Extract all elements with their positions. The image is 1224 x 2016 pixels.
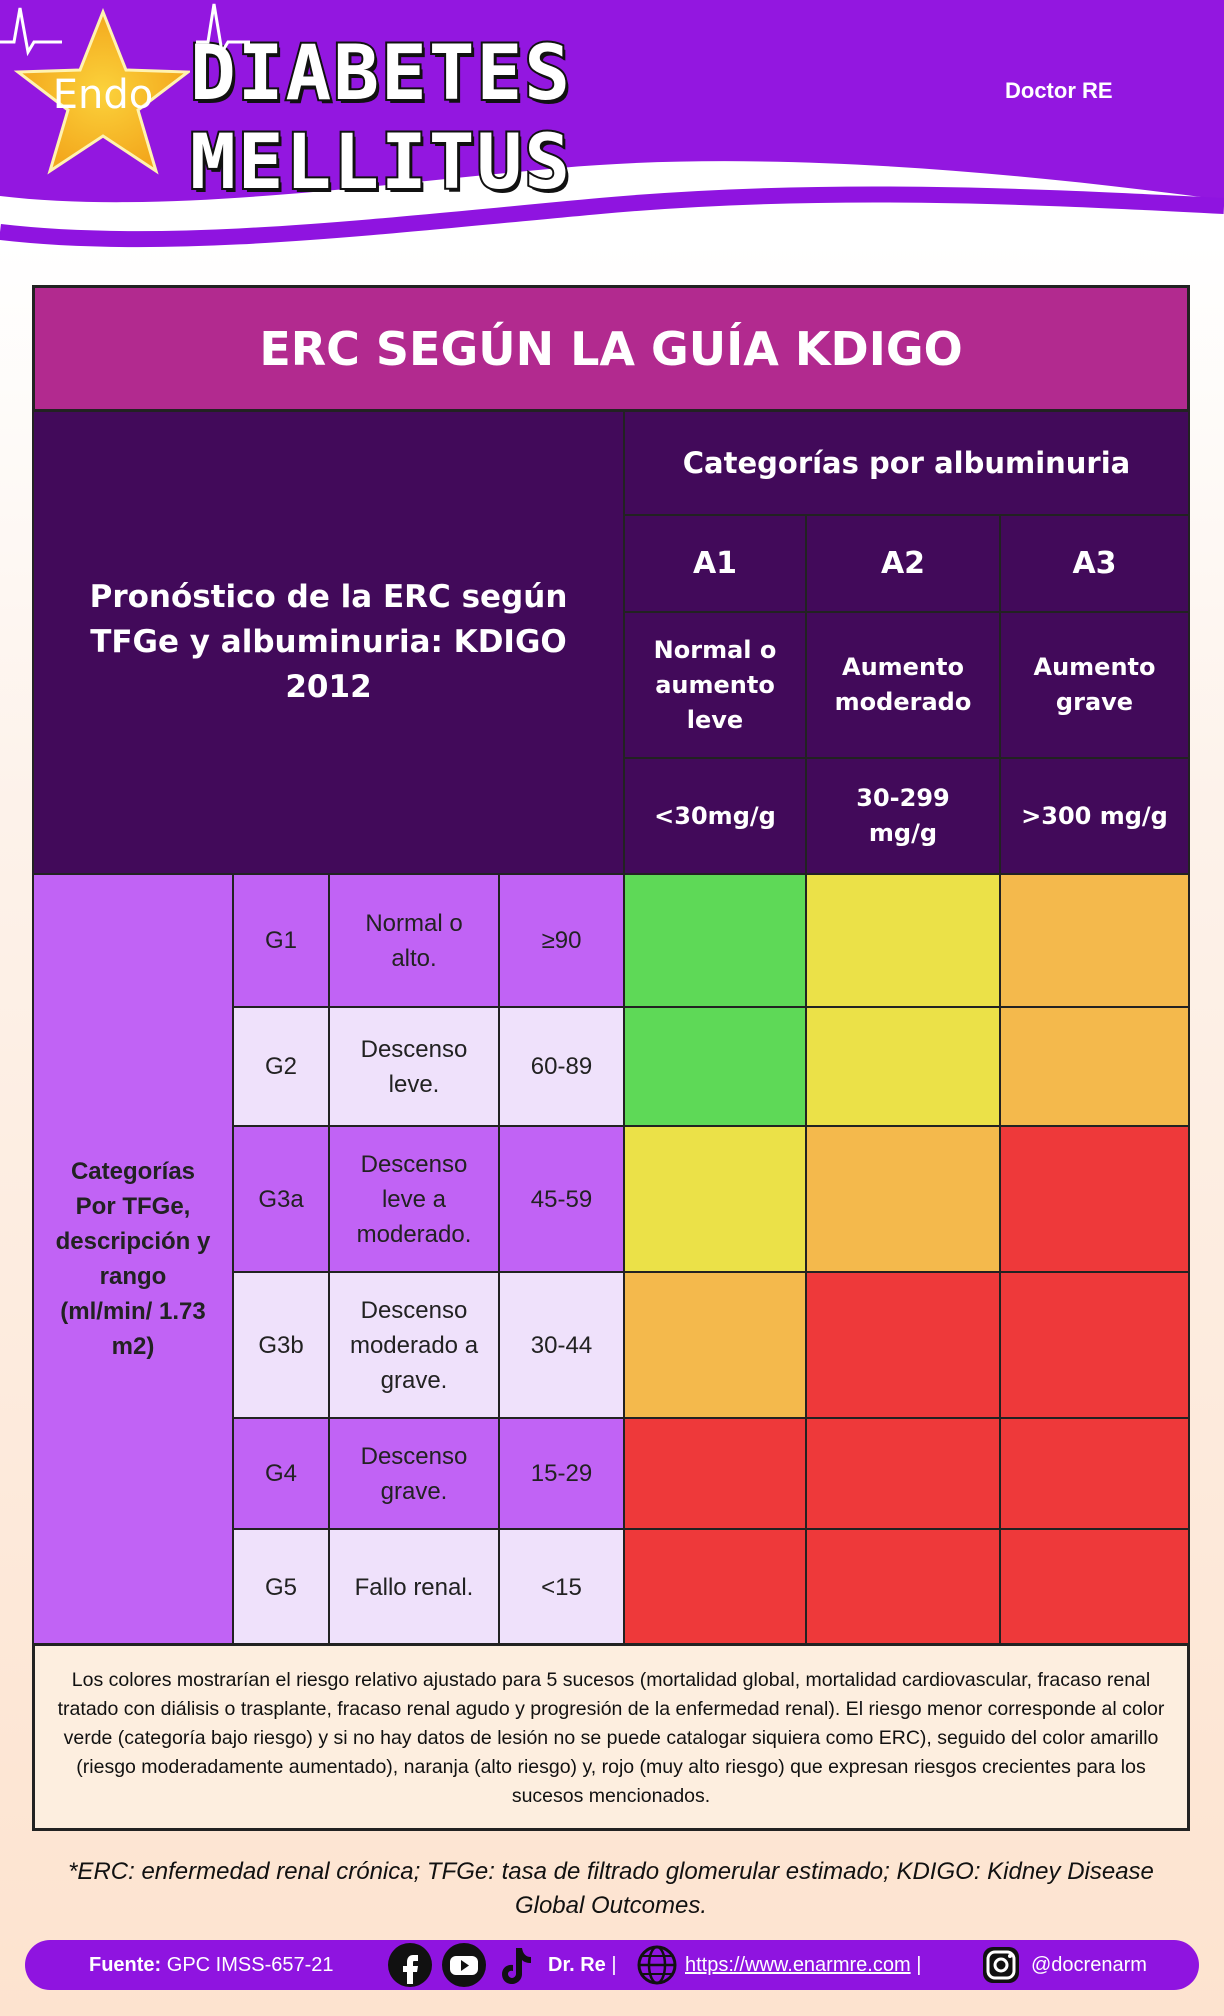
albuminuria-description: Aumento moderado <box>805 611 1001 759</box>
risk-cell-yellow <box>805 1006 1001 1127</box>
albuminuria-description: Aumento grave <box>999 611 1190 759</box>
risk-cell-red <box>805 1528 1001 1647</box>
gfr-category-range: ≥90 <box>498 873 625 1008</box>
gfr-category-description: Normal o alto. <box>328 873 500 1008</box>
risk-cell-red <box>999 1271 1190 1419</box>
risk-cell-red <box>623 1528 807 1647</box>
albuminuria-description: Normal o aumento leve <box>623 611 807 759</box>
globe-icon <box>635 1940 679 1990</box>
instagram-icon[interactable] <box>979 1940 1023 1990</box>
gfr-category-description: Descenso grave. <box>328 1417 500 1530</box>
source-info <box>89 1940 334 1990</box>
gfr-category-range: 30-44 <box>498 1271 625 1419</box>
gfr-category-description: Descenso leve. <box>328 1006 500 1127</box>
gfr-category-code: G4 <box>232 1417 330 1530</box>
author-info <box>548 1940 617 1990</box>
gfr-category-range: 60-89 <box>498 1006 625 1127</box>
footer-bar <box>25 1940 1199 1990</box>
risk-cell-orange <box>999 1006 1190 1127</box>
ecg-icon <box>0 0 250 60</box>
risk-cell-orange <box>623 1271 807 1419</box>
albuminuria-range: 30-299 mg/g <box>805 757 1001 875</box>
albuminuria-range: <30mg/g <box>623 757 807 875</box>
header-banner <box>0 0 1224 260</box>
gfr-category-code: G3a <box>232 1125 330 1273</box>
abbreviations-footnote: *ERC: enfermedad renal crónica; TFGe: tasa de filtrado glomerular estimado; KDIGO: Kidney Disease Global Outcomes. <box>68 1858 1154 1919</box>
prognosis-title: Pronóstico de la ERC según TFGe y albuminuria: KDIGO 2012 <box>32 410 625 875</box>
source-label: Fuente: <box>89 1953 162 1976</box>
risk-color-note: Los colores mostrarían el riesgo relativo ajustado para 5 sucesos (mortalidad global, mortalidad cardiovascular, fracaso renal tratado con diálisis o trasplante, fracaso renal agudo y progresión de la enfermedad renal). El riesgo menor corresponde al color verde (categoría bajo riesgo) y si no hay datos de lesión no se puede catalogar siquiera como ERC), seguido del color amarillo (riesgo moderadamente aumentado), naranja (alto riesgo) y, rojo (muy alto riesgo) que expresan riesgos crecientes para los sucesos mencionados. <box>32 1643 1190 1831</box>
gfr-category-description: Fallo renal. <box>328 1528 500 1647</box>
table-title: ERC SEGÚN LA GUÍA KDIGO <box>32 285 1190 412</box>
social-handle[interactable]: @docrenarm <box>1031 1953 1147 1976</box>
albuminuria-code: A1 <box>623 514 807 613</box>
website-link[interactable]: https://www.enarmre.com <box>685 1953 911 1976</box>
risk-cell-green <box>623 1006 807 1127</box>
separator: | <box>916 1953 922 1976</box>
risk-cell-yellow <box>805 873 1001 1008</box>
albuminuria-code: A2 <box>805 514 1001 613</box>
gfr-category-range: 45-59 <box>498 1125 625 1273</box>
separator: | <box>611 1953 617 1976</box>
author-name: Dr. Re <box>548 1953 606 1976</box>
risk-cell-red <box>999 1528 1190 1647</box>
gfr-category-code: G2 <box>232 1006 330 1127</box>
risk-cell-yellow <box>623 1125 807 1273</box>
gfr-category-code: G5 <box>232 1528 330 1647</box>
albuminuria-code: A3 <box>999 514 1190 613</box>
source-value: GPC IMSS-657-21 <box>166 1953 334 1976</box>
risk-cell-red <box>999 1417 1190 1530</box>
gfr-category-range: <15 <box>498 1528 625 1647</box>
gfr-category-code: G1 <box>232 873 330 1008</box>
brand-logo-text: Doctor RE <box>1005 78 1113 103</box>
risk-cell-red <box>805 1417 1001 1530</box>
facebook-icon[interactable] <box>387 1940 433 1990</box>
page-title: DIABETES MELLITUS <box>190 28 573 206</box>
risk-cell-red <box>999 1125 1190 1273</box>
risk-cell-red <box>623 1417 807 1530</box>
risk-cell-green <box>623 873 807 1008</box>
risk-cell-orange <box>805 1125 1001 1273</box>
gfr-category-range: 15-29 <box>498 1417 625 1530</box>
gfr-category-description: Descenso moderado a grave. <box>328 1271 500 1419</box>
risk-cell-orange <box>999 873 1190 1008</box>
website-link-wrap <box>685 1940 921 1990</box>
endo-badge: Endo <box>52 72 154 118</box>
tfge-header: Categorías Por TFGe, descripción y rango (ml/min/ 1.73 m2) <box>32 873 234 1645</box>
risk-cell-red <box>805 1271 1001 1419</box>
gfr-category-description: Descenso leve a moderado. <box>328 1125 500 1273</box>
albuminuria-header: Categorías por albuminuria <box>623 410 1190 516</box>
youtube-icon[interactable] <box>441 1940 487 1990</box>
gfr-category-code: G3b <box>232 1271 330 1419</box>
albuminuria-range: >300 mg/g <box>999 757 1190 875</box>
tiktok-icon[interactable] <box>495 1940 535 1990</box>
